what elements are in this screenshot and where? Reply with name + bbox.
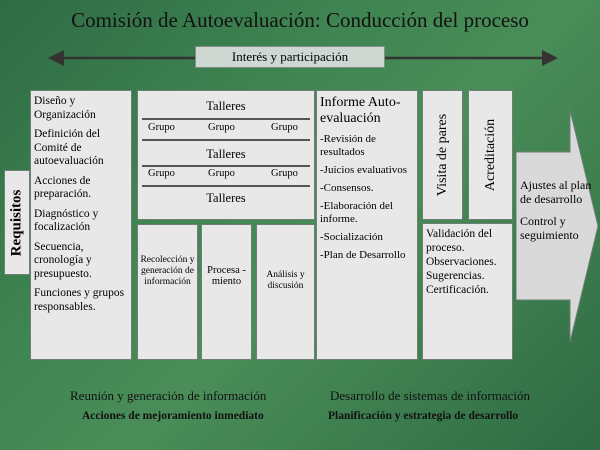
bottom-right: Desarrollo de sistemas de información [330,388,530,403]
analisis-box: Análisis y discusión [256,224,315,360]
informe-item: -Consensos. [320,182,374,194]
recoleccion-box: Recolección y generación de información [137,224,198,360]
col1-item: Secuencia, cronología y presupuesto. [34,240,92,280]
arrow-text [520,178,596,250]
bottom-right-bold: Planificación y estrategia de desarrollo [328,410,519,422]
group-label: Grupo [148,122,175,133]
group-label: Grupo [271,122,298,133]
validacion-item: Certificación. [426,284,489,296]
group-label: Grupo [208,168,235,179]
col1-item: Acciones de preparación. [34,174,92,200]
taller-label: Talleres [206,191,246,205]
informe-item: -Plan de Desarrollo [320,249,406,261]
informe-item: -Juicios evaluativos [320,164,408,176]
taller-label: Talleres [206,147,246,161]
validacion-item: Validación del proceso. [426,228,493,254]
talleres-box [137,90,315,220]
informe-item: -Elaboración del informe. [320,200,393,225]
group-label: Grupo [208,122,235,133]
informe-title: Informe Auto-evaluación [320,95,401,126]
interest-banner: Interés y participación [195,46,385,68]
validacion-item: Sugerencias. [426,270,485,282]
bottom-left: Reunión y generación de información [70,388,267,403]
validacion-item: Observaciones. [426,256,497,268]
page-title: Comisión de Autoevaluación: Conducción del proceso [71,8,529,32]
design-column [30,90,132,360]
col1-item: Definición del Comité de autoevaluación [34,128,104,167]
bottom-left-bold: Acciones de mejoramiento inmediato [82,410,264,422]
arrow-item: Control y seguimiento [520,214,579,242]
procesamiento-box: Procesa -miento [201,224,252,360]
informe-box [316,90,418,360]
arrow-item: Ajustes al plan de desarrollo [520,178,592,206]
col1-item: Diagnóstico y focalización [34,207,99,233]
informe-item: -Revisión de resultados [320,133,376,158]
taller-label: Talleres [206,99,246,113]
validacion-box [422,223,513,360]
informe-item: -Socialización [320,231,383,243]
requisitos-label: Requisitos [4,170,30,275]
acreditacion-box: Acreditación [468,90,513,220]
col1-item: Diseño y Organización [34,95,96,121]
group-label: Grupo [271,168,298,179]
visita-box: Visita de pares [422,90,463,220]
group-label: Grupo [148,168,175,179]
col1-item: Funciones y grupos responsables. [34,287,125,313]
